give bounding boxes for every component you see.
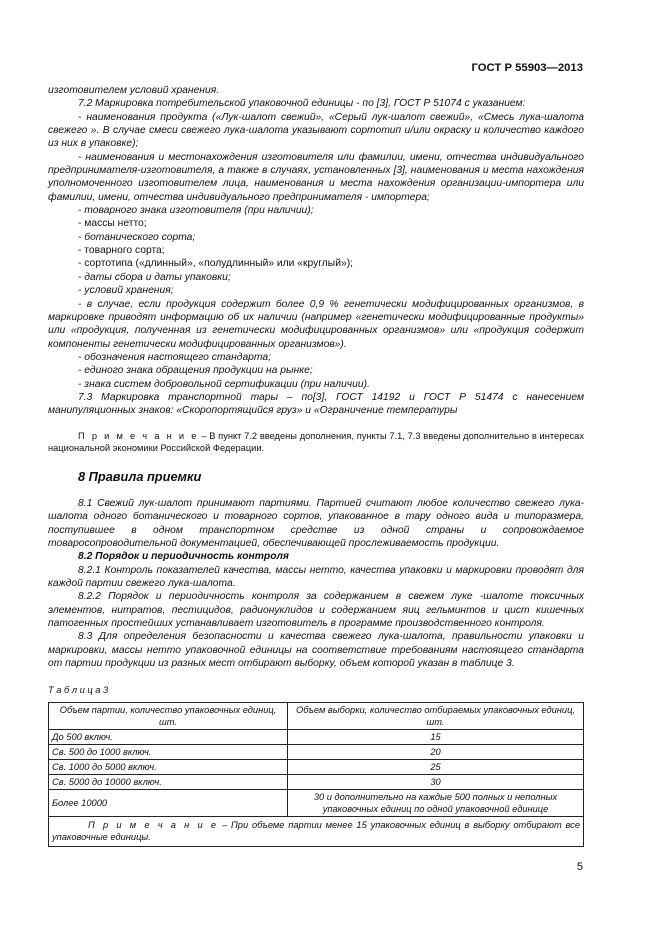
list-item: - обозначения настоящего стандарта; — [78, 351, 271, 363]
document-body — [48, 84, 584, 847]
list-item: - ботанического сорта; — [78, 231, 196, 243]
table-note-row — [49, 816, 584, 846]
paragraph: - наименования продукта («Лук-шалот свежий», «Серый лук-шалот свежий», «Смесь лука-шалота свежего ». В случае смеси свежего лука-шалота указывают сортотип и/или окраску и количество каждого из них в упаковке); — [48, 111, 584, 150]
table-row — [49, 729, 584, 744]
table-note-label: П р и м е ч а н и е — [88, 819, 219, 830]
note-label: П р и м е ч а н и е — [78, 430, 199, 441]
table-cell: Св. 500 до 1000 включ. — [49, 744, 288, 759]
table-cell: 30 и дополнительно на каждые 500 полных и неполных упаковочных единиц по одной упаковочной единице — [288, 789, 584, 816]
table-cell: 15 — [288, 729, 584, 744]
note-text: – В пункт 7.2 введены дополнения, пункты 7.1, 7.3 введены дополнительно в интересах национальной экономики Российской Федерации. — [48, 430, 584, 454]
table-cell: 25 — [288, 759, 584, 774]
table-note-text: – При объеме партии менее 15 упаковочных единиц в выборку отбирают все упаковочные единицы. — [52, 819, 580, 843]
paragraph: 8.2.1 Контроль показателей качества, массы нетто, качества упаковки и маркировки проводят для каждой партии свежего лука-шалота. — [48, 564, 584, 589]
table-cell: Св. 1000 до 5000 включ. — [49, 759, 288, 774]
paragraph: 7.2 Маркировка потребительской упаковочной единицы - по [3], ГОСТ Р 51074 с указанием: — [78, 98, 526, 110]
table-cell: Более 10000 — [49, 789, 288, 816]
subsection-title: 8.2 Порядок и периодичность контроля — [78, 551, 289, 563]
table-cell: 30 — [288, 774, 584, 789]
table-cell: До 500 включ. — [49, 729, 288, 744]
table-header-cell: Объем партии, количество упаковочных единиц, шт. — [49, 702, 288, 729]
paragraph: изготовителем условий хранения. — [48, 85, 220, 96]
list-item: - единого знака обращения продукции на рынке; — [78, 365, 313, 377]
page-number: 5 — [576, 861, 583, 873]
table-caption: Т а б л и ц а 3 — [48, 685, 109, 696]
paragraph: 8.3 Для определения безопасности и качества свежего лука-шалота, правильности упаковки и маркировки, массы нетто упаковочной единицы на соответствие требованиям настоящего стандарта от партии продукции из разных мест отбирают выборку, объем которой указан в таблице 3. — [48, 631, 584, 670]
table-row — [49, 759, 584, 774]
table-cell: 20 — [288, 744, 584, 759]
list-item: - товарного сорта; — [78, 245, 165, 257]
list-item: - сортотипа («длинный», «полудлинный» или «круглый»); — [78, 258, 353, 270]
list-item: - даты сбора и даты упаковки; — [78, 271, 231, 283]
note-paragraph — [48, 430, 584, 455]
table-row — [49, 789, 584, 816]
section-title: 8 Правила приемки — [78, 468, 202, 484]
table-row — [49, 774, 584, 789]
paragraph: 8.2.2 Порядок и периодичность контроля за содержанием в свежем луке -шалоте токсичных элементов, нитратов, пестицидов, радионуклидов и содержанием яиц гельминтов и цист кишечных патогенных простейших устанавливает изготовитель в программе производственного контроля. — [48, 591, 584, 630]
table-row — [49, 744, 584, 759]
list-item: - массы нетто; — [78, 218, 147, 230]
standard-code-header: ГОСТ Р 55903—2013 — [471, 62, 583, 74]
list-item: - в случае, если продукция содержит более 0,9 % генетически модифицированных организмов, в маркировке приводят информацию об их наличии (например «генетически модифицированные продукты» или «продукция, полученная из генетически модифицированных организмов» или «продукция содержит компоненты генетически модифицированных организмов»). — [48, 298, 584, 350]
paragraph: 8.1 Свежий лук-шалот принимают партиями. Партией считают любое количество свежего лука-шалота одного ботанического и товарного сортов, упакованное в тару одного вида и типоразмера, поступившее в одном транспортном средстве из одной страны и сопровождаемое товаросопроводительной документацией, обеспечивающей прослеживаемость продукции. — [48, 497, 584, 549]
list-item: - условий хранения; — [78, 285, 174, 297]
sampling-table — [48, 702, 584, 847]
paragraph: - наименования и местонахождения изготовителя или фамилии, имени, отчества индивидуального предпринимателя-изготовителя, а также в случаях, установленных [3], наименования и места нахождения уполномоченного изготовителем лица, наименования и места нахождения организации-импортера или фамилии, имени, отчества индивидуального предпринимателя - импортера; — [48, 151, 584, 203]
table-header-cell: Объем выборки, количество отбираемых упаковочных единиц, шт. — [288, 702, 584, 729]
paragraph: 7.3 Маркировка транспортной тары – по[3], ГОСТ 14192 и ГОСТ Р 51474 с нанесением манипуляционных знаков: «Скоропортящийся груз» и «Ограничение температуры — [48, 391, 584, 417]
list-item: - товарного знака изготовителя (при наличии); — [78, 205, 314, 217]
table-cell: Св. 5000 до 10000 включ. — [49, 774, 288, 789]
table-note-cell — [49, 816, 584, 846]
list-item: - знака систем добровольной сертификации (при наличии). — [78, 378, 370, 390]
